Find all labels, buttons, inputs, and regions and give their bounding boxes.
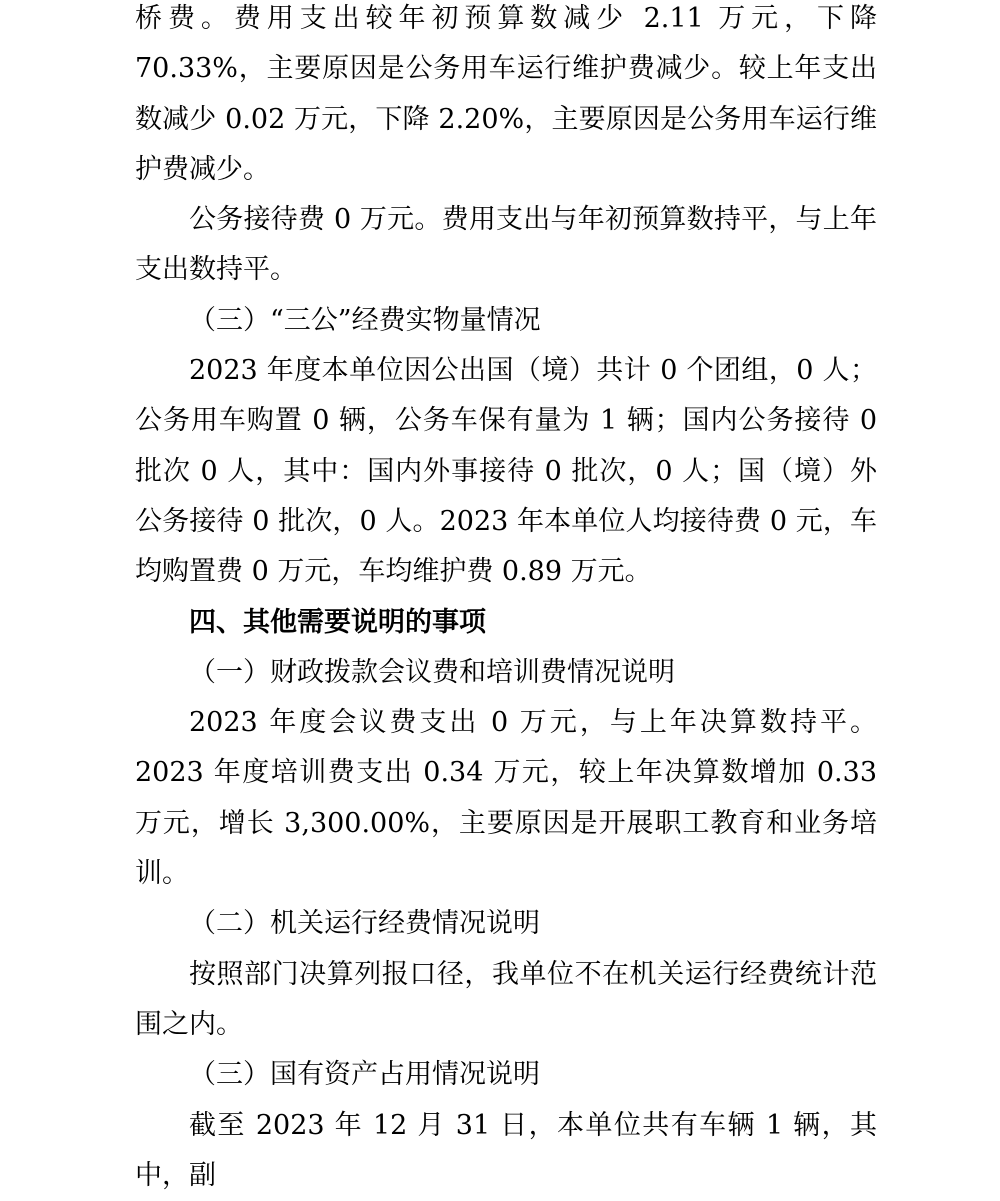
- paragraph-physical-quantity: 2023 年度本单位因公出国（境）共计 0 个团组，0 人；公务用车购置 0 辆，公务车保有量为 1 辆；国内公务接待 0 批次 0 人，其中：国内外事接待 0 批次，0 人；国（境）外公务接待 0 批次，0 人。2023 年本单位人均接待费 0 元，车均购置费 0 万元，车均维护费 0.89 万元。: [135, 355, 877, 588]
- subheading-meeting-training: （一）财政拨款会议费和培训费情况说明: [189, 656, 675, 688]
- subheading-state-assets: （三）国有资产占用情况说明: [189, 1059, 540, 1091]
- paragraph-reception-cost: 公务接待费 0 万元。费用支出与年初预算数持平，与上年支出数持平。: [135, 204, 877, 286]
- paragraph-vehicle-maintenance-cost: 桥费。费用支出较年初预算数减少 2.11 万元，下降 70.33%，主要原因是公务用车运行维护费减少。较上年支出数减少 0.02 万元，下降 2.20%，主要原因是公务用车运行维护费减少。: [135, 3, 877, 185]
- paragraph-state-assets: 截至 2023 年 12 月 31 日，本单位共有车辆 1 辆，其中，副: [135, 1109, 877, 1191]
- subheading-physical-quantity: （三）“三公”经费实物量情况: [189, 304, 541, 336]
- paragraph-operating-funds: 按照部门决算列报口径，我单位不在机关运行经费统计范围之内。: [135, 958, 877, 1040]
- paragraph-meeting-training: 2023 年度会议费支出 0 万元，与上年决算数持平。2023 年度培训费支出 0.34 万元，较上年决算数增加 0.33 万元，增长 3,300.00%，主要原因是开展职工教育和业务培训。: [135, 707, 877, 890]
- subheading-operating-funds: （二）机关运行经费情况说明: [189, 908, 540, 940]
- document-body: [135, 0, 877, 1201]
- section-heading-other-matters: 四、其他需要说明的事项: [189, 606, 486, 638]
